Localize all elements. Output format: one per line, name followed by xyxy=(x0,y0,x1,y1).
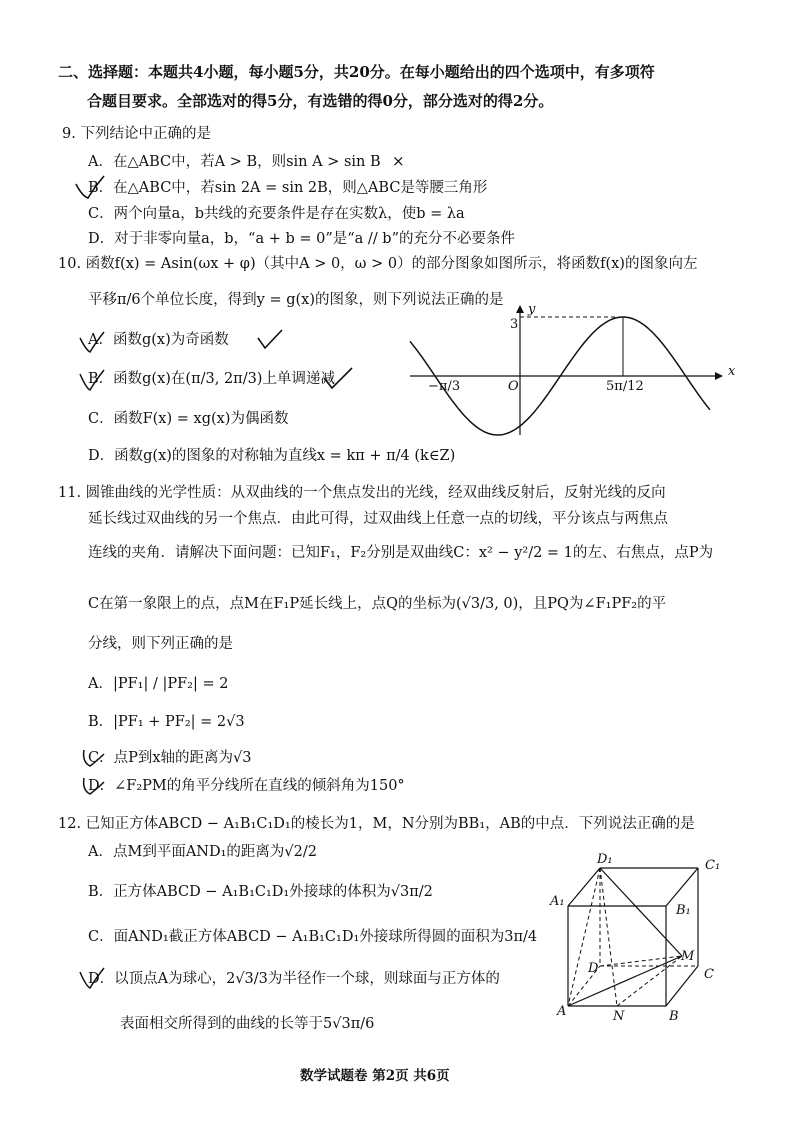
q12-option-a: A．点M到平面AND₁的距离为√2/2 xyxy=(88,844,317,860)
graph-peak-x-label: 5π/12 xyxy=(606,379,644,394)
graph-origin-label: O xyxy=(508,379,519,394)
cube-label-a: A xyxy=(557,1004,567,1019)
cube-label-m: M xyxy=(681,949,695,964)
q10-option-b: B．函数g(x)在(π/3, 2π/3)上单调递减 xyxy=(88,371,335,387)
q10-a-tick-mark xyxy=(256,330,286,352)
q9-option-b: B．在△ABC中，若sin 2A = sin 2B，则△ABC是等腰三角形 xyxy=(88,180,488,196)
q11-line4: C在第一象限上的点，点M在F₁P延长线上，点Q的坐标为(√3/3, 0)，且PQ为∠F₁PF₂的平 xyxy=(88,596,667,612)
q12-option-c: C．面AND₁截正方体ABCD − A₁B₁C₁D₁外接球所得圆的面积为3π/4 xyxy=(88,929,538,945)
q11-d-check-mark xyxy=(80,774,110,798)
section-header-line2: 合题目要求。全部选对的得5分，有选错的得0分，部分选对的得2分。 xyxy=(87,92,554,110)
q12-option-d-line1: D．以顶点A为球心，2√3/3为半径作一个球，则球面与正方体的 xyxy=(88,971,500,987)
q9-stem: 9. 下列结论中正确的是 xyxy=(62,126,211,142)
q12-d-check-mark xyxy=(78,966,108,992)
q9-option-a: A．在△ABC中，若A > B，则sin A > sin B xyxy=(88,154,381,170)
q12-stem: 12. 已知正方体ABCD − A₁B₁C₁D₁的棱长为1，M，N分别为BB₁，AB的中点．下列说法正确的是 xyxy=(58,816,695,832)
q11-line5: 分线，则下列正确的是 xyxy=(88,636,233,652)
q10-b-tick-mark xyxy=(322,368,356,392)
graph-left-zero-label: −π/3 xyxy=(428,379,461,394)
cube-label-b1: B₁ xyxy=(676,903,691,918)
q11-line3: 连线的夹角．请解决下面问题：已知F₁，F₂分别是双曲线C：x² − y²/2 = 1的左、右焦点，点P为 xyxy=(88,545,714,561)
q10-sine-graph xyxy=(410,305,730,445)
q11-c-check-mark xyxy=(80,746,110,770)
q10-option-d: D．函数g(x)的图象的对称轴为直线x = kπ + π/4 (k∈Z) xyxy=(88,448,456,464)
q9-option-d: D．对于非零向量a，b，“a + b = 0”是“a // b”的充分不必要条件 xyxy=(88,231,516,247)
q11-line2: 延长线过双曲线的另一个焦点．由此可得，过双曲线上任意一点的切线，平分该点与两焦点 xyxy=(88,511,668,527)
graph-y-label: y xyxy=(528,302,536,317)
q12-option-b: B．正方体ABCD − A₁B₁C₁D₁外接球的体积为√3π/2 xyxy=(88,884,433,900)
cube-label-c: C xyxy=(704,967,714,982)
q12-option-d-line2: 表面相交所得到的曲线的长等于5√3π/6 xyxy=(120,1016,375,1032)
cube-label-b: B xyxy=(669,1009,679,1024)
q9-cross-mark: × xyxy=(392,152,405,170)
page-footer: 数学试题卷 第2页 共6页 xyxy=(300,1068,450,1084)
q9-b-tick-mark xyxy=(74,174,114,204)
q11-option-a: A．|PF₁| / |PF₂| = 2 xyxy=(88,676,229,692)
q10-option-c: C．函数F(x) = xg(x)为偶函数 xyxy=(88,411,289,427)
cube-label-a1: A₁ xyxy=(550,894,565,909)
section-header-line1: 二、选择题：本题共4小题，每小题5分，共20分。在每小题给出的四个选项中，有多项符 xyxy=(58,63,655,81)
graph-max-label: 3 xyxy=(510,317,519,332)
q12-cube-diagram xyxy=(558,848,738,1028)
cube-label-c1: C₁ xyxy=(705,858,721,873)
q11-option-b: B．|PF₁ + PF₂| = 2√3 xyxy=(88,714,245,730)
q10-a-check-mark xyxy=(78,330,108,360)
cube-label-d: D xyxy=(588,961,599,976)
q10-stem-line1: 10. 函数f(x) = Asin(ωx + φ)（其中A > 0，ω > 0）的部分图象如图所示，将函数f(x)的图象向左 xyxy=(58,256,698,272)
q11-line1: 11. 圆锥曲线的光学性质：从双曲线的一个焦点发出的光线，经双曲线反射后，反射光线的反向 xyxy=(58,485,666,501)
q10-option-a: A．函数g(x)为奇函数 xyxy=(88,332,229,348)
graph-x-label: x xyxy=(728,364,736,379)
cube-label-d1: D₁ xyxy=(597,852,613,867)
q10-b-check-mark xyxy=(78,368,108,398)
cube-label-n: N xyxy=(613,1009,625,1024)
q11-option-d: D．∠F₂PM的角平分线所在直线的倾斜角为150° xyxy=(88,778,405,794)
q9-option-c: C．两个向量a，b共线的充要条件是存在实数λ，使b = λa xyxy=(88,206,465,222)
q10-stem-line2: 平移π/6个单位长度，得到y = g(x)的图象，则下列说法正确的是 xyxy=(88,292,504,308)
q11-option-c: C．点P到x轴的距离为√3 xyxy=(88,750,252,766)
